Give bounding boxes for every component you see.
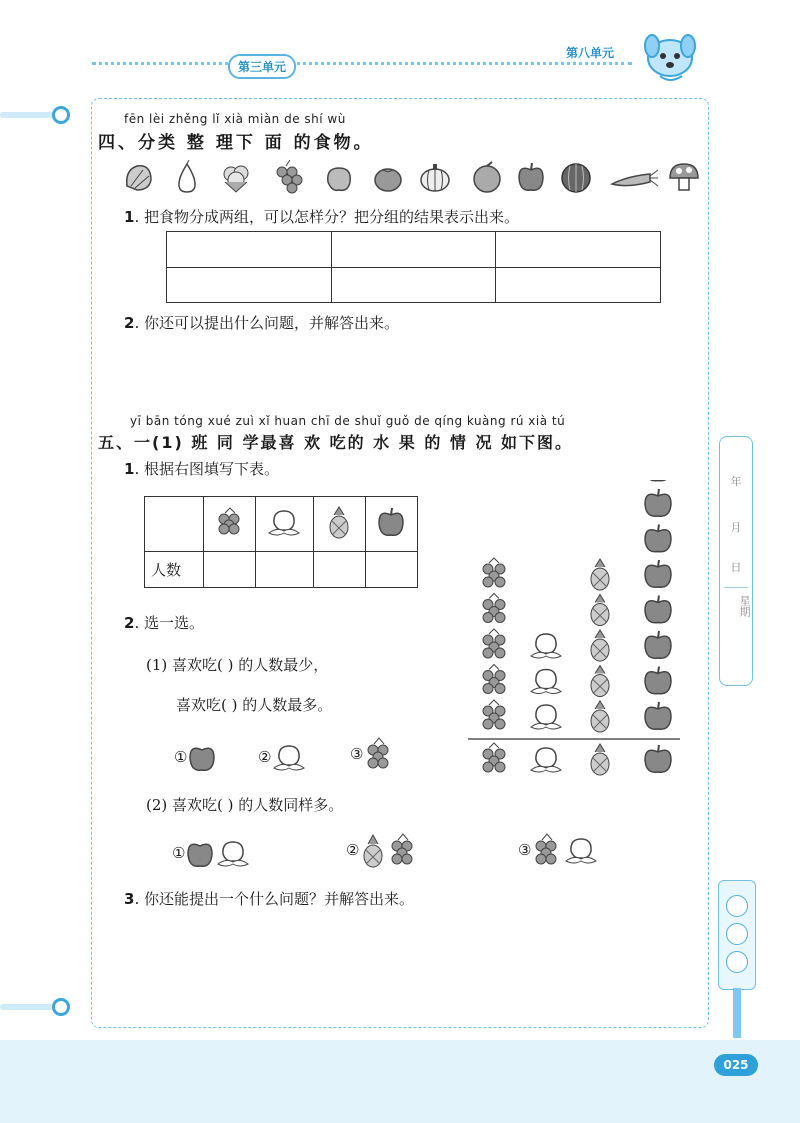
count-cell-strawberry[interactable] [204,552,256,588]
table-head-peach [256,497,314,552]
apple-icon [185,836,215,870]
pictograph-apple-mark [645,480,671,481]
left-tab-dot-top [52,106,70,124]
pictograph-axis-peach-icon [531,748,561,772]
pear-icon [170,160,204,194]
pictograph-apple-mark [645,702,671,729]
unit-tag: 第三单元 [228,54,296,79]
section4-pinyin: fēn lèi zhěng lǐ xià miàn de shí wù [124,112,346,126]
fruit-pictograph [468,480,684,780]
grouping-cell[interactable] [167,267,332,303]
sub1-line-b: 喜欢吃( ) 的人数最多。 [176,696,333,714]
bottom-band [0,1040,800,1123]
chapter-label: 第八单元 [566,46,615,60]
date-month: 月 [730,521,742,534]
table-row-label: 人数 [145,552,204,588]
pumpkin-icon [418,160,452,194]
carrot-icon [608,160,660,194]
grouping-cell[interactable] [496,267,661,303]
pictograph-pineapple-mark [591,666,609,697]
section4-q1-num: 1 [124,208,135,226]
pictograph-apple-mark [645,596,671,623]
section5-q2 [124,612,204,633]
pictograph-apple-mark [645,631,671,658]
sub1-option-3[interactable] [350,736,395,772]
option-marker: ③ [350,745,364,763]
grapes-icon [272,160,306,194]
grouping-table [166,231,661,303]
peach-icon [265,505,303,539]
grouping-cell[interactable] [331,267,496,303]
table-head-pineapple [313,497,365,552]
mushroom-icon [667,160,701,194]
option-marker: ① [174,748,188,766]
watermelon-icon [559,160,593,194]
section5-q1 [124,458,279,479]
sub1-option-2[interactable] [258,740,307,774]
pictograph-pineapple-mark [591,595,609,626]
section5-pinyin: yī bān tóng xué zuì xǐ huan chī de shuǐ guǒ de qíng kuàng rú xià tú [130,414,566,428]
peach-icon [563,833,599,867]
option-marker: ② [346,841,360,859]
section4-q2-num: 2 [124,314,135,332]
option-marker: ① [172,844,186,862]
section5-q3-text: . 你还能提出一个什么问题？并解答出来。 [134,890,414,908]
fruit-count-table [144,496,418,588]
sub2-line: (2) 喜欢吃( ) 的人数同样多。 [146,796,344,814]
section5-q2-num: 2 [124,614,135,632]
strawberry-icon [531,832,563,868]
sub2-option-3[interactable] [518,832,599,868]
pictograph-strawberry-mark [483,629,505,658]
sub1-line-a: (1) 喜欢吃( ) 的人数最少， [146,656,329,674]
option-marker: ② [258,748,272,766]
pineapple-icon [322,505,356,539]
section5-q2-text: . 选一选。 [134,614,204,632]
apple-icon [374,505,408,539]
option-marker: ③ [518,841,532,859]
score-circle-3[interactable] [726,951,748,973]
date-year: 年 [730,475,742,488]
apple-icon [514,160,548,194]
score-box [718,880,756,990]
left-tab-top [0,112,60,118]
page-number: 025 [714,1054,758,1076]
grouping-cell[interactable] [496,232,661,268]
section4-q2-text: . 你还可以提出什么问题，并解答出来。 [134,314,399,332]
sub2-option-2[interactable] [346,832,419,868]
pictograph-axis-pineapple-icon [591,744,609,775]
section5-q3-num: 3 [124,890,135,908]
header-dotted-line [92,62,632,65]
pineapple-icon [359,832,387,868]
section4-q1 [124,206,519,227]
pictograph-apple-mark [645,489,671,516]
sub1-option-1[interactable] [174,740,217,774]
pictograph-strawberry-mark [483,700,505,729]
section5-q3 [124,888,414,909]
pictograph-pineapple-mark [591,630,609,661]
pictograph-axis-apple-icon [645,745,671,772]
score-circle-1[interactable] [726,895,748,917]
peach-icon [322,160,356,194]
pictograph-strawberry-mark [483,594,505,623]
section4-title: 四、分类 整 理下 面 的食物。 [98,133,374,153]
apple-icon [187,740,217,774]
pictograph-axis-strawberry-icon [483,743,505,772]
left-tab-dot-bottom [52,998,70,1016]
pictograph-strawberry-mark [483,665,505,694]
left-tab-bottom [0,1004,60,1010]
pictograph-pineapple-mark [591,559,609,590]
peach-icon [271,740,307,774]
section5-q1-num: 1 [124,460,135,478]
pictograph-strawberry-mark [483,558,505,587]
strawberry-icon [213,505,247,539]
section4-q1-text: . 把食物分成两组，可以怎样分？把分组的结果表示出来。 [134,208,519,226]
table-head-apple [365,497,417,552]
date-strip [719,436,753,686]
count-cell-peach[interactable] [256,552,314,588]
section4-q2 [124,312,399,333]
pictograph-peach-mark [531,634,561,658]
table-head-strawberry [204,497,256,552]
puppy-mascot-icon [630,28,710,88]
pictograph-peach-mark [531,705,561,729]
tomato-icon [371,160,405,194]
date-week: 星期 [738,595,751,617]
pictograph-pineapple-mark [591,701,609,732]
cabbage-icon [121,160,155,194]
cauliflower-icon [219,160,253,194]
date-divider [724,587,748,588]
score-circle-2[interactable] [726,923,748,945]
section5-title: 五、一(1) 班 同 学最喜 欢 吃的 水 果 的 情 况 如下图。 [98,433,574,452]
date-day: 日 [730,561,742,574]
strawberry-icon [363,736,395,772]
count-cell-apple[interactable] [365,552,417,588]
peach-icon [215,836,251,870]
count-cell-pineapple[interactable] [313,552,365,588]
score-stem [733,988,741,1038]
pictograph-peach-mark [531,670,561,694]
table-corner [145,497,204,552]
grouping-cell[interactable] [331,232,496,268]
orange-icon [470,160,504,194]
sub2-option-1[interactable] [172,836,251,870]
strawberry-icon [387,832,419,868]
section5-q1-text: . 根据右图填写下表。 [134,460,279,478]
grouping-cell[interactable] [167,232,332,268]
pictograph-apple-mark [645,667,671,694]
pictograph-apple-mark [645,560,671,587]
pictograph-apple-mark [645,525,671,552]
